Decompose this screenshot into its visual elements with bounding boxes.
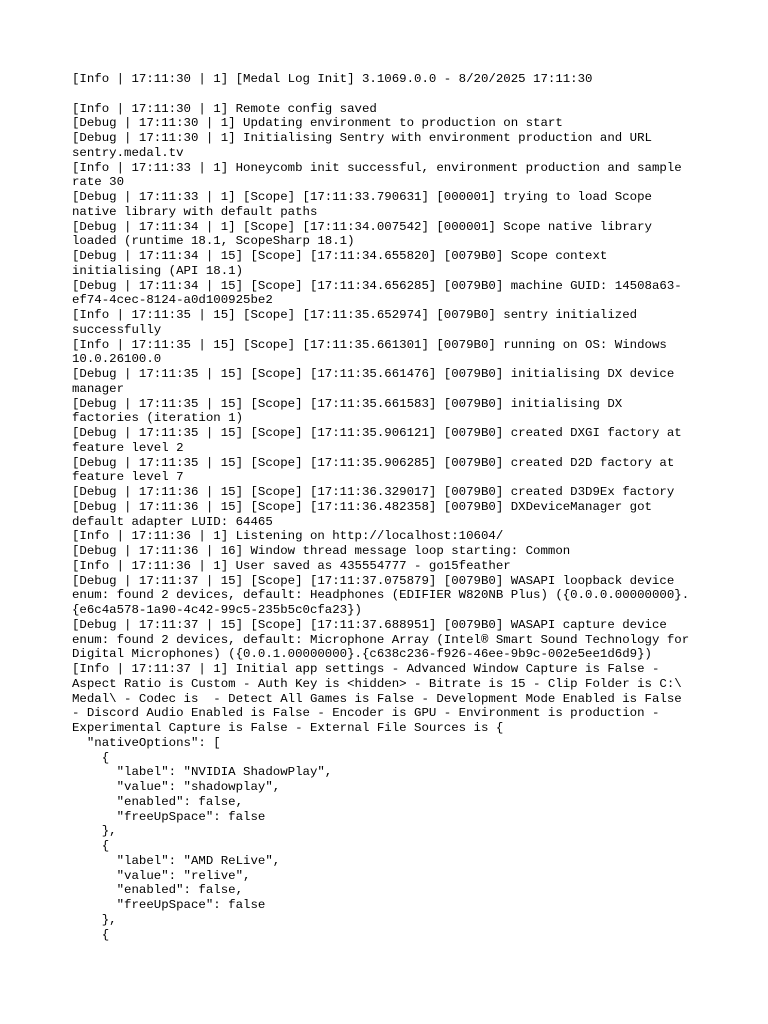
log-line: - Discord Audio Enabled is False - Encoder is GPU - Environment is production - [72, 706, 660, 721]
log-line: { [72, 927, 110, 942]
log-line: native library with default paths [72, 204, 318, 219]
log-line: {e6c4a578-1a90-4c42-99c5-235b5c0cfa23}) [72, 603, 362, 617]
log-line: [Info | 17:11:36 | 1] User saved as 435554777 - go15feather [72, 558, 511, 573]
log-line: default adapter LUID: 64465 [72, 514, 273, 529]
log-line: "label": "NVIDIA ShadowPlay", [72, 765, 333, 780]
log-line: [Debug | 17:11:33 | 1] [Scope] [17:11:33.790631] [000001] trying to load Scope [72, 190, 652, 204]
log-line: [Debug | 17:11:34 | 1] [Scope] [17:11:34.007542] [000001] Scope native library [72, 219, 652, 234]
log-line: }, [72, 912, 117, 927]
log-line: [Debug | 17:11:35 | 15] [Scope] [17:11:35.661583] [0079B0] initialising DX [72, 396, 623, 411]
log-line: }, [72, 824, 117, 839]
log-line: sentry.medal.tv [72, 145, 184, 160]
log-line: [Debug | 17:11:34 | 15] [Scope] [17:11:34.655820] [0079B0] Scope context [72, 249, 608, 263]
log-line: Experimental Capture is False - External File Sources is { [72, 721, 504, 735]
log-line: 10.0.26100.0 [72, 352, 162, 367]
log-document [72, 72, 702, 942]
log-line: [Info | 17:11:35 | 15] [Scope] [17:11:35.661301] [0079B0] running on OS: Windows [72, 337, 667, 352]
log-line: [Debug | 17:11:35 | 15] [Scope] [17:11:35.661476] [0079B0] initialising DX device [72, 367, 675, 381]
log-line: enum: found 2 devices, default: Headphones (EDIFIER W820NB Plus) ({0.0.0.00000000}. [72, 588, 690, 603]
log-line: [Debug | 17:11:30 | 1] Initialising Sentry with environment production and URL [72, 131, 652, 145]
log-line: { [72, 839, 110, 853]
log-line: Digital Microphones) ({0.0.1.00000000}.{c638c236-f926-46ee-9b9c-002e5ee1d6d9}) [72, 647, 652, 662]
log-line: "value": "relive", [72, 868, 251, 883]
log-line: initialising (API 18.1) [72, 263, 244, 278]
log-line: [Debug | 17:11:36 | 15] [Scope] [17:11:36.482358] [0079B0] DXDeviceManager got [72, 499, 652, 514]
log-line: [Info | 17:11:37 | 1] Initial app settings - Advanced Window Capture is False - [72, 662, 660, 676]
log-line: [Debug | 17:11:37 | 15] [Scope] [17:11:37.075879] [0079B0] WASAPI loopback device [72, 573, 675, 588]
blank-line [72, 87, 702, 102]
log-line: [Debug | 17:11:30 | 1] Updating environment to production on start [72, 116, 563, 131]
log-line: [Debug | 17:11:34 | 15] [Scope] [17:11:34.656285] [0079B0] machine GUID: 14508a63- [72, 278, 682, 293]
log-line: feature level 7 [72, 470, 184, 485]
log-lines [72, 102, 702, 943]
log-line: ef74-4cec-8124-a0d100925be2 [72, 293, 273, 308]
log-line: feature level 2 [72, 440, 184, 455]
log-line: [Debug | 17:11:36 | 16] Window thread message loop starting: Common [72, 544, 571, 558]
log-line: "enabled": false, [72, 883, 244, 898]
log-line: "freeUpSpace": false [72, 898, 266, 912]
log-line: [Debug | 17:11:35 | 15] [Scope] [17:11:35.906285] [0079B0] created D2D factory at [72, 455, 675, 470]
log-line: loaded (runtime 18.1, ScopeSharp 18.1) [72, 234, 355, 249]
log-line: Aspect Ratio is Custom - Auth Key is <hidden> - Bitrate is 15 - Clip Folder is C:\ [72, 676, 682, 691]
log-line: factories (iteration 1) [72, 411, 244, 426]
log-line: [Info | 17:11:35 | 15] [Scope] [17:11:35.652974] [0079B0] sentry initialized [72, 308, 638, 322]
log-line: [Debug | 17:11:36 | 15] [Scope] [17:11:36.329017] [0079B0] created D3D9Ex factory [72, 485, 675, 499]
log-line: "enabled": false, [72, 794, 244, 809]
log-line: [Info | 17:11:30 | 1] Remote config saved [72, 101, 377, 116]
log-line: { [72, 750, 110, 765]
log-line: "value": "shadowplay", [72, 780, 281, 794]
log-line: "nativeOptions": [ [72, 735, 221, 750]
log-line: [Debug | 17:11:37 | 15] [Scope] [17:11:37.688951] [0079B0] WASAPI capture device [72, 617, 667, 632]
log-line: Medal\ - Codec is - Detect All Games is False - Development Mode Enabled is False [72, 691, 682, 706]
log-line: successfully [72, 322, 162, 337]
log-line: enum: found 2 devices, default: Microphone Array (Intel® Smart Sound Technology for [72, 632, 690, 647]
log-header-line: [Info | 17:11:30 | 1] [Medal Log Init] 3.1069.0.0 - 8/20/2025 17:11:30 [72, 72, 593, 86]
log-line: "label": "AMD ReLive", [72, 853, 281, 868]
log-line: manager [72, 381, 125, 396]
log-line: [Info | 17:11:36 | 1] Listening on http://localhost:10604/ [72, 529, 504, 544]
log-line: [Debug | 17:11:35 | 15] [Scope] [17:11:35.906121] [0079B0] created DXGI factory at [72, 426, 682, 440]
log-line: "freeUpSpace": false [72, 809, 266, 824]
log-line: rate 30 [72, 175, 125, 190]
log-line: [Info | 17:11:33 | 1] Honeycomb init successful, environment production and sample [72, 160, 682, 175]
